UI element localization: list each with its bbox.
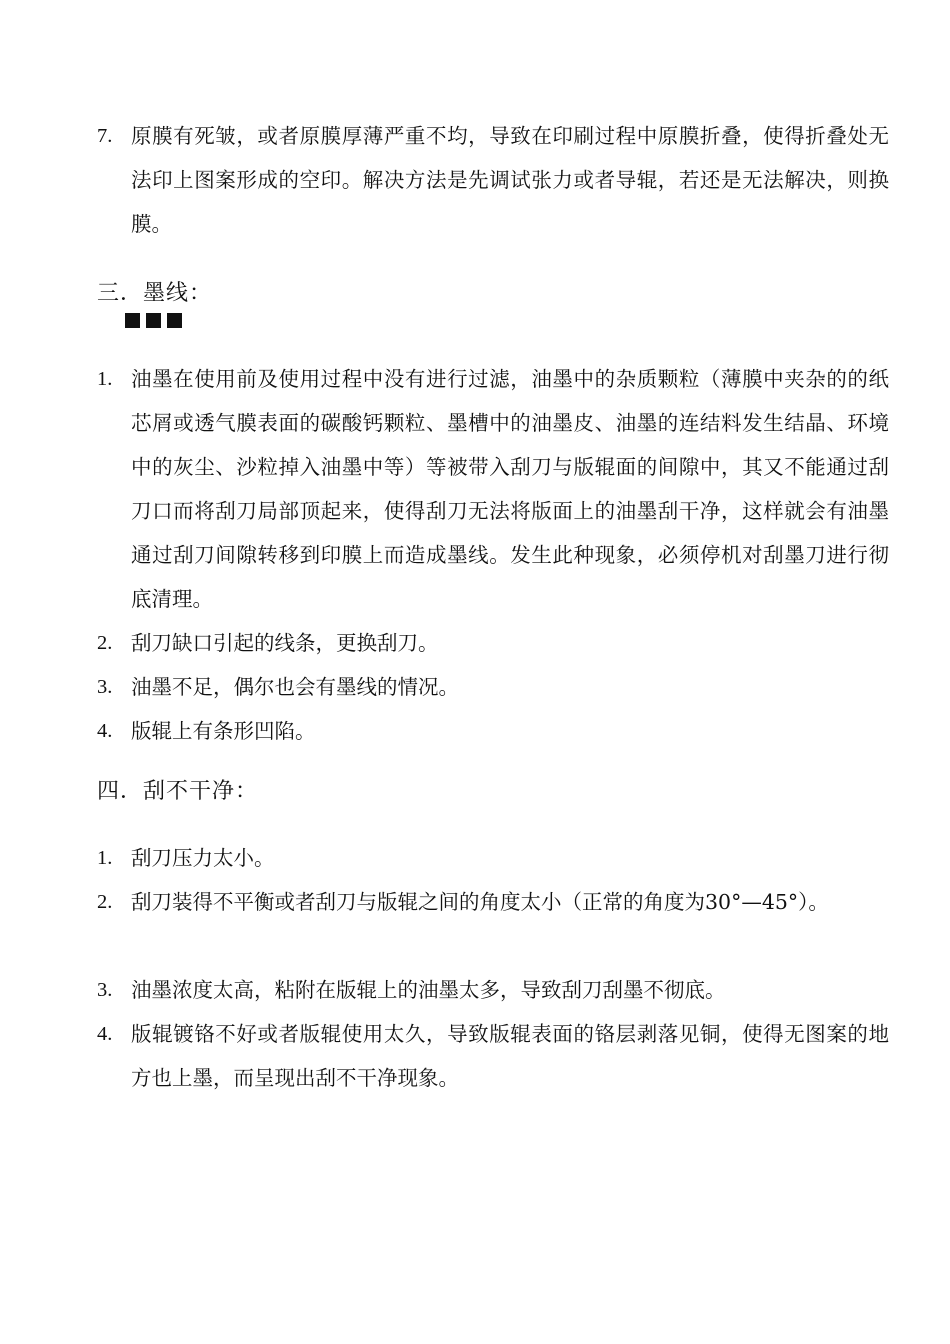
list-number: 2. [97, 891, 113, 913]
list-text: 刮刀缺口引起的线条，更换刮刀。 [131, 631, 439, 655]
list-item-s4-2 [97, 880, 889, 924]
list-text: 油墨不足，偶尔也会有墨线的情况。 [131, 675, 459, 699]
list-item-s3-1 [97, 357, 889, 621]
list-item-s3-2 [97, 621, 889, 665]
square-mark [146, 313, 161, 328]
list-number: 3. [97, 676, 113, 698]
list-number: 7. [97, 125, 113, 147]
list-text: 版辊镀铬不好或者版辊使用太久，导致版辊表面的铬层剥落见铜，使得无图案的地方也上墨，而呈现出刮不干净现象。 [131, 1022, 889, 1090]
list-text: 版辊上有条形凹陷。 [131, 719, 316, 743]
list-item-prev-7 [97, 114, 889, 246]
list-number: 1. [97, 847, 113, 869]
decorative-squares [125, 313, 182, 328]
square-mark [167, 313, 182, 328]
list-text: 油墨在使用前及使用过程中没有进行过滤，油墨中的杂质颗粒（薄膜中夹杂的的纸芯屑或透气膜表面的碳酸钙颗粒、墨槽中的油墨皮、油墨的连结料发生结晶、环境中的灰尘、沙粒掉入油墨中等）等被带入刮刀与版辊面的间隙中，其又不能通过刮刀口而将刮刀局部顶起来，使得刮刀无法将版面上的油墨刮干净，这样就会有油墨通过刮刀间隙转移到印膜上而造成墨线。发生此种现象，必须停机对刮墨刀进行彻底清理。 [131, 367, 889, 611]
list-number: 2. [97, 632, 113, 654]
section-heading-ink-lines: 三．墨线： [97, 281, 213, 306]
section-heading-not-clean: 四．刮不干净： [97, 779, 259, 804]
list-number: 1. [97, 368, 113, 390]
list-item-s4-3 [97, 968, 889, 1012]
list-number: 4. [97, 720, 113, 742]
list-number: 3. [97, 979, 113, 1001]
list-text: 油墨浓度太高，粘附在版辊上的油墨太多，导致刮刀刮墨不彻底。 [131, 978, 726, 1002]
list-text: 刮刀压力太小。 [131, 846, 275, 870]
list-text: 刮刀装得不平衡或者刮刀与版辊之间的角度太小（正常的角度为30°—45°）。 [131, 890, 829, 914]
list-number: 4. [97, 1023, 113, 1045]
list-item-s3-4 [97, 709, 889, 753]
square-mark [125, 313, 140, 328]
list-item-s4-1 [97, 836, 889, 880]
list-item-s3-3 [97, 665, 889, 709]
list-item-s4-4 [97, 1012, 889, 1100]
list-text: 原膜有死皱，或者原膜厚薄严重不均，导致在印刷过程中原膜折叠，使得折叠处无法印上图案形成的空印。解决方法是先调试张力或者导辊，若还是无法解决，则换膜。 [131, 124, 889, 236]
